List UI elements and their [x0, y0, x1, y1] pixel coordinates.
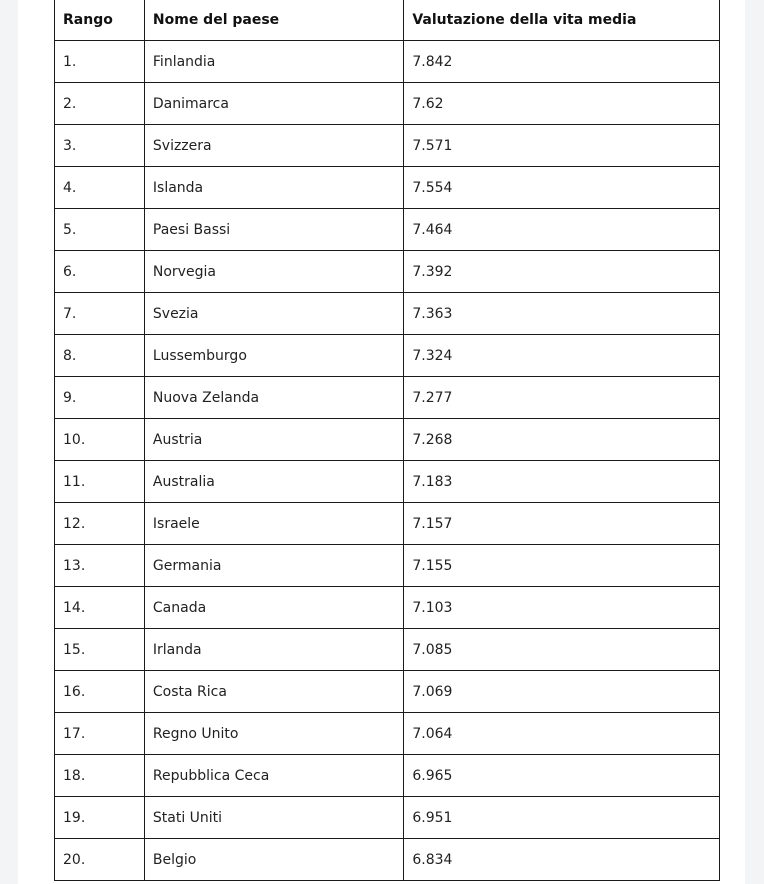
score-cell: 7.069 — [404, 671, 720, 713]
country-name-cell: Svezia — [144, 293, 403, 335]
country-name-cell: Canada — [144, 587, 403, 629]
country-name-cell: Norvegia — [144, 251, 403, 293]
rank-cell: 2. — [55, 83, 145, 125]
rank-cell: 3. — [55, 125, 145, 167]
header-score: Valutazione della vita media — [404, 0, 720, 41]
table-row — [55, 713, 720, 755]
table-row — [55, 545, 720, 587]
score-cell: 6.965 — [404, 755, 720, 797]
country-name-cell: Belgio — [144, 839, 403, 881]
table-row — [55, 671, 720, 713]
rank-cell: 20. — [55, 839, 145, 881]
rank-cell: 9. — [55, 377, 145, 419]
table-row — [55, 377, 720, 419]
rank-cell: 5. — [55, 209, 145, 251]
country-name-cell: Irlanda — [144, 629, 403, 671]
score-cell: 7.554 — [404, 167, 720, 209]
rank-cell: 17. — [55, 713, 145, 755]
country-name-cell: Svizzera — [144, 125, 403, 167]
score-cell: 7.155 — [404, 545, 720, 587]
country-name-cell: Repubblica Ceca — [144, 755, 403, 797]
rank-cell: 12. — [55, 503, 145, 545]
score-cell: 6.951 — [404, 797, 720, 839]
header-rank: Rango — [55, 0, 145, 41]
table-row — [55, 83, 720, 125]
country-name-cell: Regno Unito — [144, 713, 403, 755]
page-content — [18, 0, 745, 884]
table-row — [55, 419, 720, 461]
rank-cell: 15. — [55, 629, 145, 671]
score-cell: 7.277 — [404, 377, 720, 419]
rank-cell: 11. — [55, 461, 145, 503]
score-cell: 7.324 — [404, 335, 720, 377]
score-cell: 7.183 — [404, 461, 720, 503]
table-row — [55, 461, 720, 503]
country-name-cell: Lussemburgo — [144, 335, 403, 377]
table-row — [55, 755, 720, 797]
country-name-cell: Costa Rica — [144, 671, 403, 713]
score-cell: 7.464 — [404, 209, 720, 251]
score-cell: 7.157 — [404, 503, 720, 545]
country-name-cell: Australia — [144, 461, 403, 503]
rank-cell: 16. — [55, 671, 145, 713]
rank-cell: 14. — [55, 587, 145, 629]
score-cell: 7.064 — [404, 713, 720, 755]
rank-cell: 19. — [55, 797, 145, 839]
table-row — [55, 125, 720, 167]
score-cell: 7.085 — [404, 629, 720, 671]
table-row — [55, 167, 720, 209]
table-row — [55, 587, 720, 629]
table-row — [55, 503, 720, 545]
country-name-cell: Stati Uniti — [144, 797, 403, 839]
table-row — [55, 839, 720, 881]
score-cell: 7.363 — [404, 293, 720, 335]
table-row — [55, 209, 720, 251]
score-cell: 7.103 — [404, 587, 720, 629]
country-name-cell: Germania — [144, 545, 403, 587]
table-row — [55, 251, 720, 293]
score-cell: 7.392 — [404, 251, 720, 293]
table-row — [55, 41, 720, 83]
country-name-cell: Paesi Bassi — [144, 209, 403, 251]
rank-cell: 1. — [55, 41, 145, 83]
rank-cell: 13. — [55, 545, 145, 587]
country-name-cell: Austria — [144, 419, 403, 461]
table-row — [55, 629, 720, 671]
country-name-cell: Nuova Zelanda — [144, 377, 403, 419]
table-body — [55, 41, 720, 881]
rank-cell: 4. — [55, 167, 145, 209]
table-row — [55, 293, 720, 335]
header-country: Nome del paese — [144, 0, 403, 41]
country-name-cell: Finlandia — [144, 41, 403, 83]
table-header-row — [55, 0, 720, 41]
table-row — [55, 797, 720, 839]
score-cell: 7.62 — [404, 83, 720, 125]
score-cell: 6.834 — [404, 839, 720, 881]
score-cell: 7.268 — [404, 419, 720, 461]
table-row — [55, 335, 720, 377]
rank-cell: 10. — [55, 419, 145, 461]
happiness-ranking-table — [54, 0, 720, 881]
country-name-cell: Islanda — [144, 167, 403, 209]
country-name-cell: Israele — [144, 503, 403, 545]
rank-cell: 8. — [55, 335, 145, 377]
country-name-cell: Danimarca — [144, 83, 403, 125]
rank-cell: 7. — [55, 293, 145, 335]
score-cell: 7.842 — [404, 41, 720, 83]
rank-cell: 6. — [55, 251, 145, 293]
rank-cell: 18. — [55, 755, 145, 797]
score-cell: 7.571 — [404, 125, 720, 167]
